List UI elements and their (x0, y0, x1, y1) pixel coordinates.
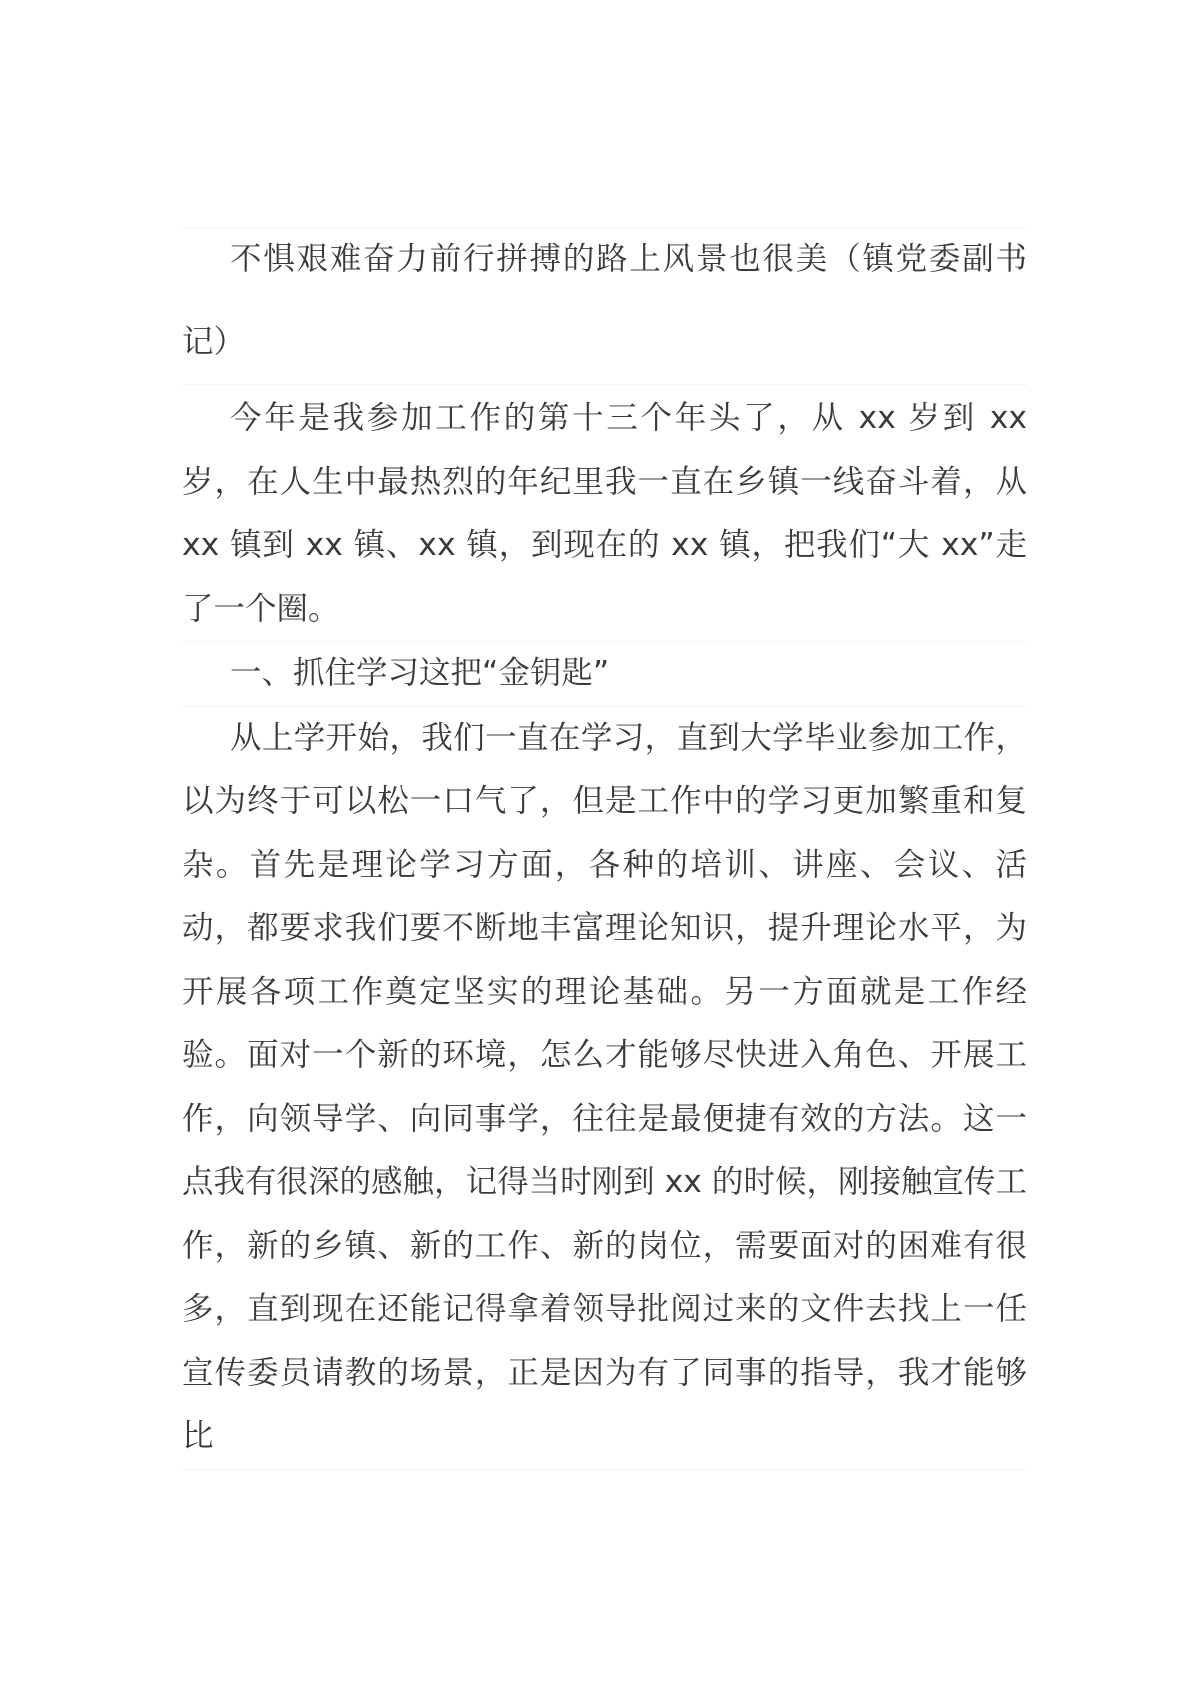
document-body (182, 228, 1027, 1470)
paragraph-learning: 从上学开始，我们一直在学习，直到大学毕业参加工作，以为终于可以松一口气了，但是工作中的学习更加繁重和复杂。首先是理论学习方面，各种的培训、讲座、会议、活动，都要求我们要不断地丰富理论知识，提升理论水平，为开展各项工作奠定坚实的理论基础。另一方面就是工作经验。面对一个新的环境，怎么才能够尽快进入角色、开展工作，向领导学、向同事学，往往是最便捷有效的方法。这一点我有很深的感触，记得当时刚到 xx 的时候，刚接触宣传工作，新的乡镇、新的工作、新的岗位，需要面对的困难有很多，直到现在还能记得拿着领导批阅过来的文件去找上一任宣传委员请教的场景，正是因为有了同事的指导，我才能够比 (182, 707, 1027, 1470)
document-title: 不惧艰难奋力前行拼搏的路上风景也很美（镇党委副书记） (182, 218, 1027, 385)
paragraph-intro: 今年是我参加工作的第十三个年头了，从 xx 岁到 xx 岁，在人生中最热烈的年纪里我一直在乡镇一线奋斗着，从 xx 镇到 xx 镇、xx 镇，到现在的 xx 镇，把我们“大 xx”走了一个圈。 (182, 387, 1027, 642)
section-heading-1: 一、抓住学习这把“金钥匙” (182, 642, 1027, 707)
